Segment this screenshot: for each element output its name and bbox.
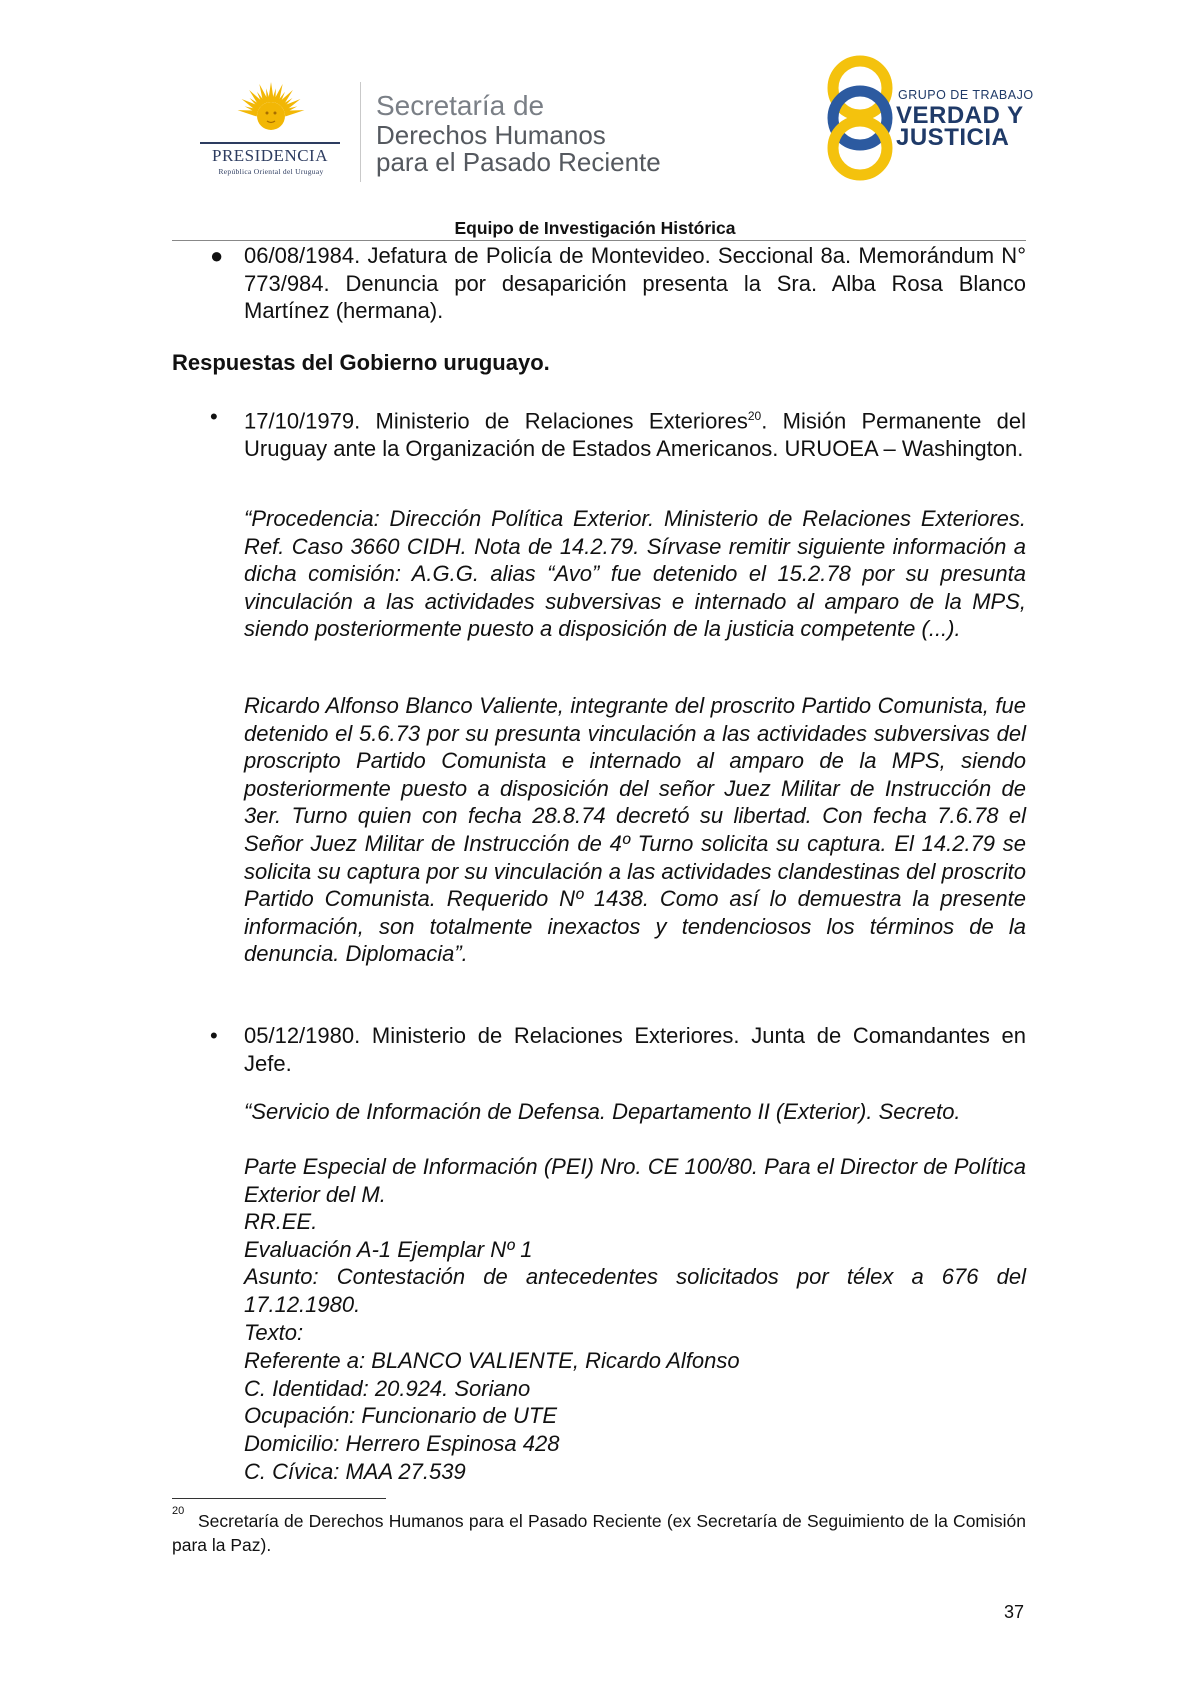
presidencia-subtitle: República Oriental del Uruguay (218, 167, 324, 176)
bullet-item-3: 05/12/1980. Ministerio de Relaciones Exteriores. Junta de Comandantes en Jefe. (244, 1023, 1026, 1076)
quote-paragraph-1: “Procedencia: Dirección Política Exterior. Ministerio de Relaciones Exteriores. Ref. Caso 3660 CIDH. Nota de 14.2.79. Sírvase remitir siguiente información a dicha comisión: A.G.G. alias “Avo” fue detenido el 15.2.78 por su presunta vinculación a las actividades subversivas e internado al amparo de la MPS, siendo posteriormente puesto a disposición de la justicia competente (...). (244, 506, 1026, 642)
quote3-asunto: Asunto: Contestación de antecedentes solicitados por télex a 676 del 17.12.1980. (244, 1264, 1026, 1317)
quote3-civica: C. Cívica: MAA 27.539 (244, 1459, 466, 1484)
page-number: 37 (1004, 1602, 1025, 1622)
quote3-texto: Texto: (244, 1320, 304, 1345)
header-divider (360, 82, 361, 182)
verdad-justicia-rings-logo (820, 52, 900, 182)
bullet-item-2 (244, 403, 1026, 463)
footnote-ref: 20 (747, 409, 762, 423)
vyj-small-caption: GRUPO DE TRABAJO (898, 88, 1034, 102)
bullet-item-2-text-b: . Misión Permanente del Uruguay ante la Organización de Estados Americanos. URUOEA – Washington. (244, 408, 1027, 461)
quote3-rree: RR.EE. (244, 1209, 318, 1234)
quote3-identidad: C. Identidad: 20.924. Soriano (244, 1376, 531, 1401)
quote3-referente: Referente a: BLANCO VALIENTE, Ricardo Alfonso (244, 1348, 740, 1373)
quote3-header: “Servicio de Información de Defensa. Departamento II (Exterior). Secreto. (244, 1099, 961, 1124)
bullet-marker: ● (210, 243, 224, 268)
bullet-marker: • (210, 1023, 218, 1048)
presidencia-rule (200, 142, 340, 144)
footnote-rule (172, 1498, 386, 1499)
quote-paragraph-2: Ricardo Alfonso Blanco Valiente, integrante del proscrito Partido Comunista, fue detenido el 5.6.73 por su presunta vinculación a las actividades subversivas del proscripto Partido Comunista e internado al amparo de la MPS, siendo posteriormente puesto a disposición del señor Juez Militar de Instrucción de 3er. Turno quien con fecha 28.8.74 decretó su libertad. Con fecha 7.6.78 el Señor Juez Militar de Instrucción de 4º Turno solicita su captura. El 14.2.79 se solicita su captura por su vinculación a las actividades clandestinas del proscrito Partido Comunista. Requerido Nº 1438. Como así lo demuestra la presente información, son totalmente inexactos y tendenciosos los términos de la denuncia. Diplomacia”. (244, 693, 1026, 967)
presidencia-label: PRESIDENCIA (211, 146, 328, 165)
quote3-ocupacion: Ocupación: Funcionario de UTE (244, 1403, 558, 1428)
bullet-item-1: 06/08/1984. Jefatura de Policía de Montevideo. Seccional 8a. Memorándum N° 773/984. Denuncia por desaparición presenta la Sra. Alba Rosa Blanco Martínez (hermana). (244, 243, 1026, 324)
secretaria-line-2: Derechos Humanos (376, 120, 606, 150)
secretaria-line-3: para el Pasado Reciente (376, 147, 661, 177)
vyj-title-line-2: JUSTICIA (896, 124, 1010, 151)
vyj-title-line-1: VERDAD Y (896, 102, 1024, 129)
footnote-number: 20 (172, 1505, 185, 1517)
team-title: Equipo de Investigación Histórica (454, 218, 736, 238)
quote3-domicilio: Domicilio: Herrero Espinosa 428 (244, 1431, 560, 1456)
quote3-pei: Parte Especial de Información (PEI) Nro. CE 100/80. Para el Director de Política Exterior del M. (244, 1154, 1026, 1207)
footnote-text: Secretaría de Derechos Humanos para el Pasado Reciente (ex Secretaría de Seguimiento de la Comisión para la Paz). (172, 1511, 1026, 1555)
bullet-marker: • (210, 404, 218, 429)
quote3-evaluacion: Evaluación A-1 Ejemplar Nº 1 (244, 1237, 533, 1262)
header-rule (172, 240, 1026, 241)
secretaria-line-1: Secretaría de (376, 90, 545, 121)
bullet-item-2-text-a: 17/10/1979. Ministerio de Relaciones Exteriores (244, 408, 748, 434)
section-heading: Respuestas del Gobierno uruguayo. (172, 350, 550, 375)
